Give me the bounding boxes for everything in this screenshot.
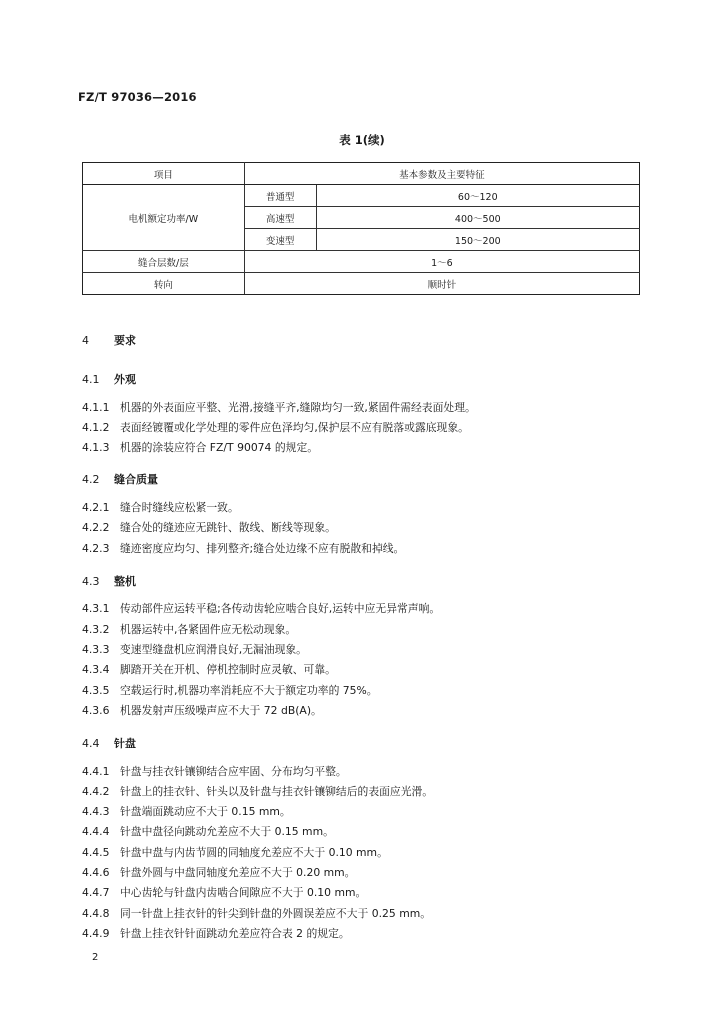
clause-number: 4.4.5 [82, 846, 110, 859]
clause-number: 4.4.7 [82, 886, 110, 899]
clause-number: 4.3.1 [82, 602, 110, 615]
clause-number: 4.4.6 [82, 866, 110, 879]
table-row [83, 185, 640, 207]
section-number: 4.3 [82, 575, 100, 588]
clause-number: 4.4.8 [82, 907, 110, 920]
clause-number: 4.3.5 [82, 684, 110, 697]
clause-number: 4.1.1 [82, 401, 110, 414]
clause-number: 4.1.3 [82, 441, 110, 454]
clause-number: 4.1.2 [82, 421, 110, 434]
clause-4-4-2 [82, 784, 433, 799]
clause-text: 表面经镀覆或化学处理的零件应色泽均匀,保护层不应有脱落或露底现象。 [120, 421, 469, 434]
clause-number: 4.2.3 [82, 542, 110, 555]
clause-4-1-1 [82, 400, 476, 415]
clause-number: 4.3.3 [82, 643, 110, 656]
section-heading-4-3 [82, 573, 136, 589]
header-item: 项目 [83, 163, 245, 185]
header-parameters: 基本参数及主要特征 [244, 163, 639, 185]
power-value: 150～200 [316, 229, 639, 251]
section-title: 外观 [114, 373, 136, 386]
clause-text: 缝合处的缝迹应无跳针、散线、断线等现象。 [120, 521, 336, 534]
table-row [83, 251, 640, 273]
clause-text: 机器运转中,各紧固件应无松动现象。 [120, 623, 297, 636]
clause-4-3-3 [82, 642, 307, 657]
clause-text: 传动部件应运转平稳;各传动齿轮应啮合良好,运转中应无异常声响。 [120, 602, 441, 615]
clause-4-4-5 [82, 845, 388, 860]
section-number: 4.1 [82, 373, 100, 386]
clause-4-2-1 [82, 500, 239, 515]
clause-4-4-3 [82, 804, 291, 819]
clause-4-4-9 [82, 926, 350, 941]
section-number: 4.4 [82, 737, 100, 750]
clause-text: 针盘上挂衣针针面跳动允差应符合表 2 的规定。 [120, 927, 350, 940]
clause-text: 针盘中盘径向跳动允差应不大于 0.15 mm。 [120, 825, 334, 838]
clause-text: 同一针盘上挂衣针的针尖到针盘的外圆误差应不大于 0.25 mm。 [120, 907, 432, 920]
clause-text: 变速型缝盘机应润滑良好,无漏油现象。 [120, 643, 307, 656]
standard-code: FZ/T 97036—2016 [78, 90, 197, 104]
power-value: 60～120 [316, 185, 639, 207]
table-header-row [83, 163, 640, 185]
clause-text: 脚踏开关在开机、停机控制时应灵敏、可靠。 [120, 663, 336, 676]
power-type: 变速型 [244, 229, 316, 251]
clause-text: 针盘中盘与内齿节圆的同轴度允差应不大于 0.10 mm。 [120, 846, 388, 859]
clause-4-4-1 [82, 764, 347, 779]
clause-4-4-4 [82, 824, 334, 839]
clause-text: 中心齿轮与针盘内齿啮合间隙应不大于 0.10 mm。 [120, 886, 367, 899]
clause-number: 4.4.9 [82, 927, 110, 940]
clause-text: 空载运行时,机器功率消耗应不大于额定功率的 75%。 [120, 684, 378, 697]
section-number: 4.2 [82, 473, 100, 486]
clause-text: 针盘上的挂衣针、针头以及针盘与挂衣针镶铆结后的表面应光滑。 [120, 785, 434, 798]
clause-number: 4.3.2 [82, 623, 110, 636]
clause-4-4-8 [82, 906, 431, 921]
section-title: 针盘 [114, 737, 136, 750]
clause-number: 4.4.3 [82, 805, 110, 818]
clause-text: 缝迹密度应均匀、排列整齐;缝合处边缘不应有脱散和掉线。 [120, 542, 405, 555]
clause-number: 4.2.2 [82, 521, 110, 534]
clause-number: 4.4.4 [82, 825, 110, 838]
clause-text: 缝合时缝线应松紧一致。 [120, 501, 239, 514]
clause-number: 4.3.6 [82, 704, 110, 717]
clause-4-1-3 [82, 440, 318, 455]
clause-text: 机器发射声压级噪声应不大于 72 dB(A)。 [120, 704, 322, 717]
clause-4-3-6 [82, 703, 322, 718]
clause-4-1-2 [82, 420, 469, 435]
page-number: 2 [92, 952, 99, 963]
layers-label: 缝合层数/层 [83, 251, 245, 273]
section-heading-4 [82, 332, 136, 348]
clause-number: 4.4.2 [82, 785, 110, 798]
clause-number: 4.4.1 [82, 765, 110, 778]
clause-text: 机器的外表面应平整、光滑,接缝平齐,缝隙均匀一致,紧固件需经表面处理。 [120, 401, 476, 414]
clause-text: 机器的涂装应符合 FZ/T 90074 的规定。 [120, 441, 319, 454]
clause-4-3-5 [82, 683, 378, 698]
power-type: 高速型 [244, 207, 316, 229]
clause-4-2-3 [82, 541, 404, 556]
section-title: 整机 [114, 575, 136, 588]
section-number: 4 [82, 334, 89, 347]
clause-4-3-1 [82, 601, 440, 616]
clause-4-3-4 [82, 662, 336, 677]
section-title: 要求 [114, 334, 136, 347]
power-value: 400～500 [316, 207, 639, 229]
clause-4-4-7 [82, 885, 366, 900]
table-row [83, 273, 640, 295]
power-label: 电机额定功率/W [83, 185, 245, 251]
clause-text: 针盘端面跳动应不大于 0.15 mm。 [120, 805, 291, 818]
clause-number: 4.3.4 [82, 663, 110, 676]
section-heading-4-2 [82, 471, 158, 487]
parameters-table [82, 162, 640, 295]
rotation-label: 转向 [83, 273, 245, 295]
layers-value: 1～6 [244, 251, 639, 273]
table-caption: 表 1(续) [339, 133, 385, 147]
clause-text: 针盘与挂衣针镶铆结合应牢固、分布均匀平整。 [120, 765, 347, 778]
section-heading-4-4 [82, 735, 136, 751]
clause-4-3-2 [82, 622, 296, 637]
clause-text: 针盘外圆与中盘同轴度允差应不大于 0.20 mm。 [120, 866, 356, 879]
rotation-value: 顺时针 [244, 273, 639, 295]
section-heading-4-1 [82, 371, 136, 387]
clause-4-4-6 [82, 865, 355, 880]
clause-4-2-2 [82, 520, 336, 535]
section-title: 缝合质量 [114, 473, 158, 486]
power-type: 普通型 [244, 185, 316, 207]
clause-number: 4.2.1 [82, 501, 110, 514]
